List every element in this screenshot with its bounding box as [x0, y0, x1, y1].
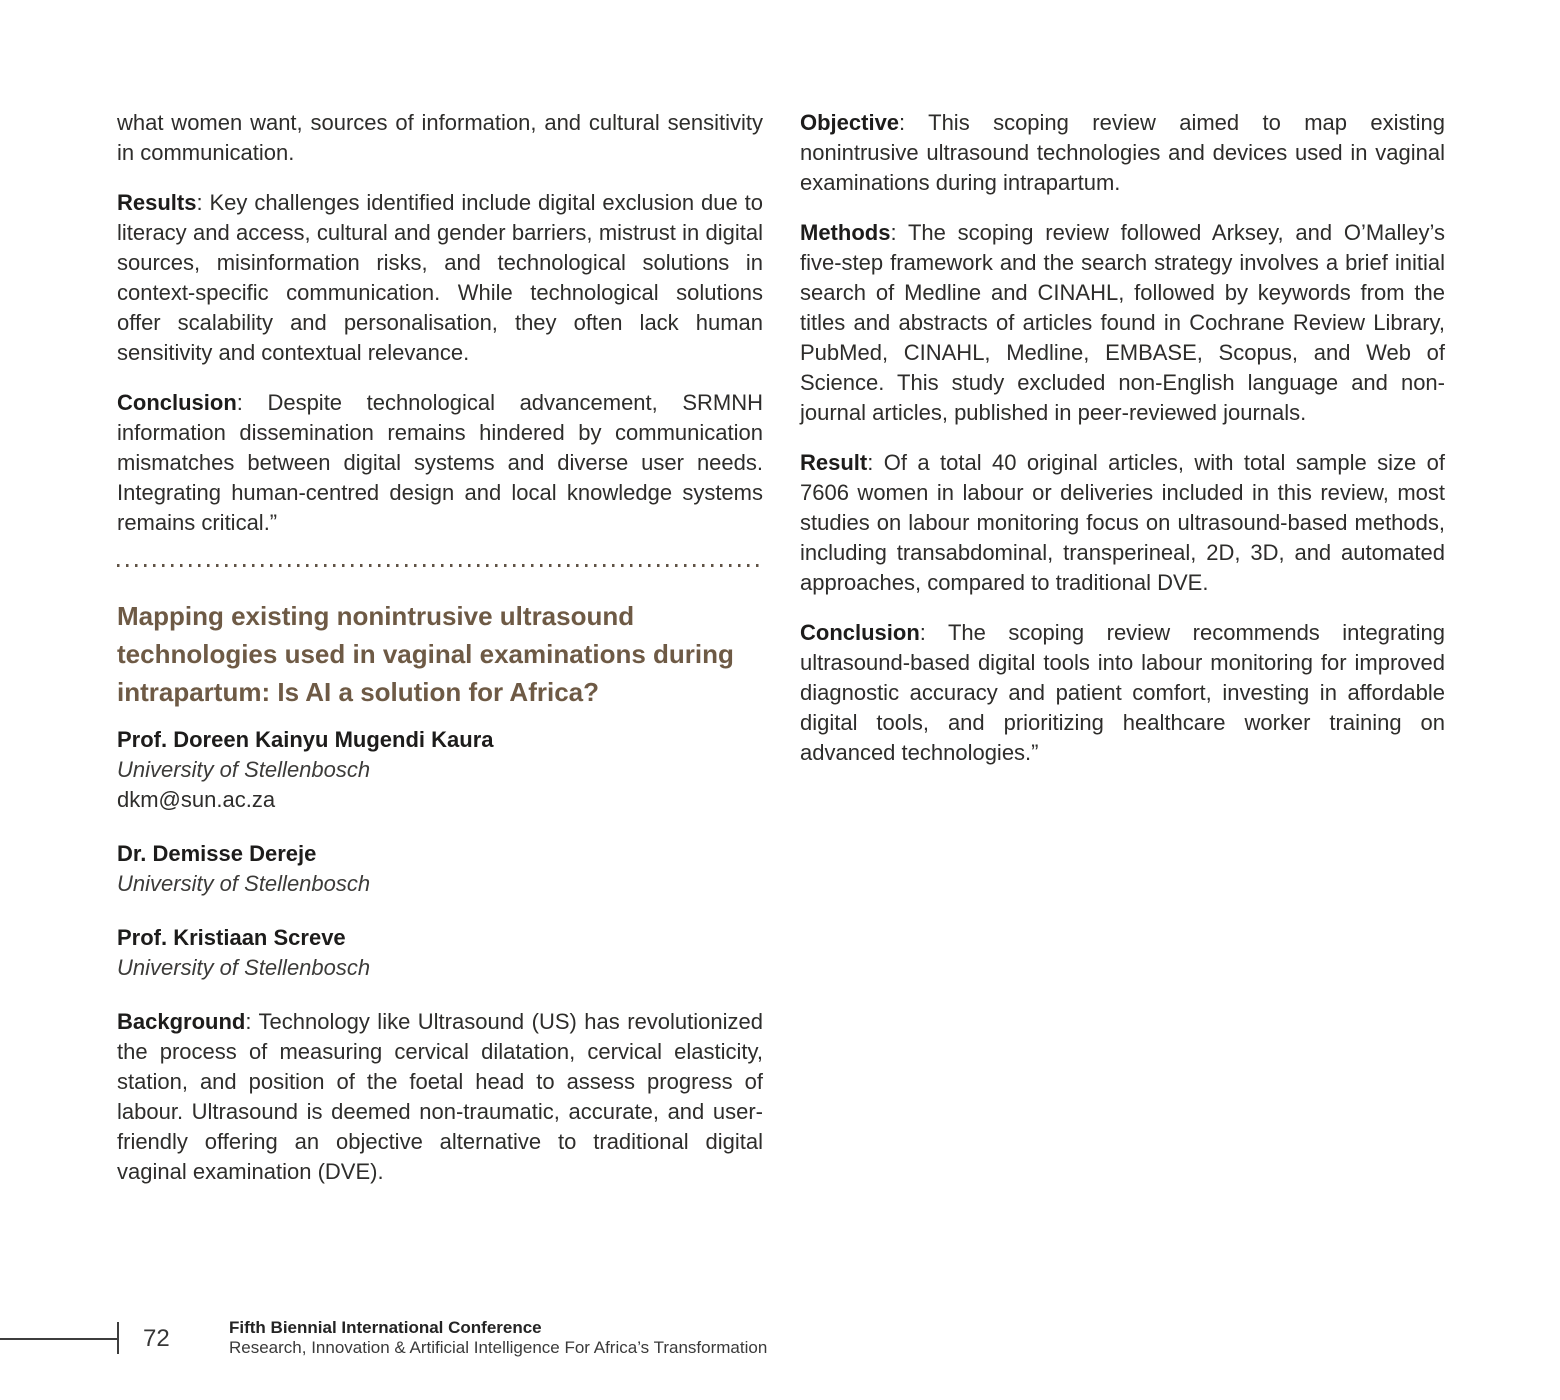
results-label: Results: [117, 190, 197, 215]
author-affiliation: University of Stellenbosch: [117, 955, 371, 980]
author-name: Prof. Doreen Kainyu Mugendi Kaura: [117, 727, 494, 752]
footer-text: [229, 1318, 767, 1358]
results-paragraph: [117, 188, 763, 368]
result-paragraph: [800, 448, 1445, 598]
author-name: Dr. Demisse Dereje: [117, 841, 317, 866]
conclusion-left-label: Conclusion: [117, 390, 237, 415]
result-text: : Of a total 40 original articles, with total sample size of 7606 women in labour or deliveries included in this review, most studies on labour monitoring focus on ultrasound-based methods, including transabdominal, transperineal, 2D, 3D, and automated approaches, compared to traditional DVE.: [800, 450, 1445, 595]
right-column: [800, 108, 1445, 788]
author-affiliation: University of Stellenbosch: [117, 757, 371, 782]
author-email: dkm@sun.ac.za: [117, 787, 276, 812]
dotted-divider: [117, 564, 763, 567]
conclusion-right-paragraph: [800, 618, 1445, 768]
results-text: : Key challenges identified include digital exclusion due to literacy and access, cultural and gender barriers, mistrust in digital sources, misinformation risks, and technological solutions in context-specific communication. While technological solutions offer scalability and personalisation, they often lack human sensitivity and contextual relevance.: [117, 190, 763, 365]
methods-text: : The scoping review followed Arksey, and O’Malley’s five-step framework and the search strategy involves a brief initial search of Medline and CINAHL, followed by keywords from the titles and abstracts of articles found in Cochrane Review Library, PubMed, CINAHL, Medline, EMBASE, Scopus, and Web of Science. This study excluded non-English language and non-journal articles, published in peer-reviewed journals.: [800, 220, 1445, 425]
footer-rule: [0, 1338, 118, 1340]
continuation-paragraph: [117, 108, 763, 168]
author-block: [117, 839, 763, 899]
methods-label: Methods: [800, 220, 891, 245]
background-text: : Technology like Ultrasound (US) has revolutionized the process of measuring cervical dilatation, cervical elasticity, station, and position of the foetal head to assess progress of labour. Ultrasound is deemed non-traumatic, accurate, and user-friendly offering an objective alternative to traditional digital vaginal examination (DVE).: [117, 1009, 763, 1184]
background-label: Background: [117, 1009, 246, 1034]
objective-text: : This scoping review aimed to map existing nonintrusive ultrasound technologies and devices used in vaginal examinations during intrapartum.: [800, 110, 1445, 195]
author-block: [117, 725, 763, 815]
conclusion-left-text: : Despite technological advancement, SRMNH information dissemination remains hindered by communication mismatches between digital systems and diverse user needs. Integrating human-centred design and local knowledge systems remains critical.”: [117, 390, 763, 535]
author-name: Prof. Kristiaan Screve: [117, 925, 346, 950]
conclusion-right-text: : The scoping review recommends integrating ultrasound-based digital tools into labour monitoring for improved diagnostic accuracy and patient comfort, investing in affordable digital tools, and prioritizing healthcare worker training on advanced technologies.”: [800, 620, 1445, 765]
author-block: [117, 923, 763, 983]
result-label: Result: [800, 450, 868, 475]
footer-conference-title: Fifth Biennial International Conference: [229, 1318, 542, 1337]
footer-tick: [117, 1322, 119, 1354]
background-paragraph: [117, 1007, 763, 1187]
continuation-text: what women want, sources of information, and cultural sensitivity in communication.: [117, 110, 763, 165]
abstract-title: Mapping existing nonintrusive ultrasound technologies used in vaginal examinations during intrapartum: Is AI a solution for Africa?: [117, 601, 734, 707]
methods-paragraph: [800, 218, 1445, 428]
objective-paragraph: [800, 108, 1445, 198]
left-column: [117, 108, 763, 1207]
conclusion-right-label: Conclusion: [800, 620, 920, 645]
conclusion-left-paragraph: [117, 388, 763, 538]
footer-conference-subtitle: Research, Innovation & Artificial Intelligence For Africa’s Transformation: [229, 1338, 768, 1357]
author-affiliation: University of Stellenbosch: [117, 871, 371, 896]
page-number: 72: [143, 1325, 170, 1352]
objective-label: Objective: [800, 110, 900, 135]
